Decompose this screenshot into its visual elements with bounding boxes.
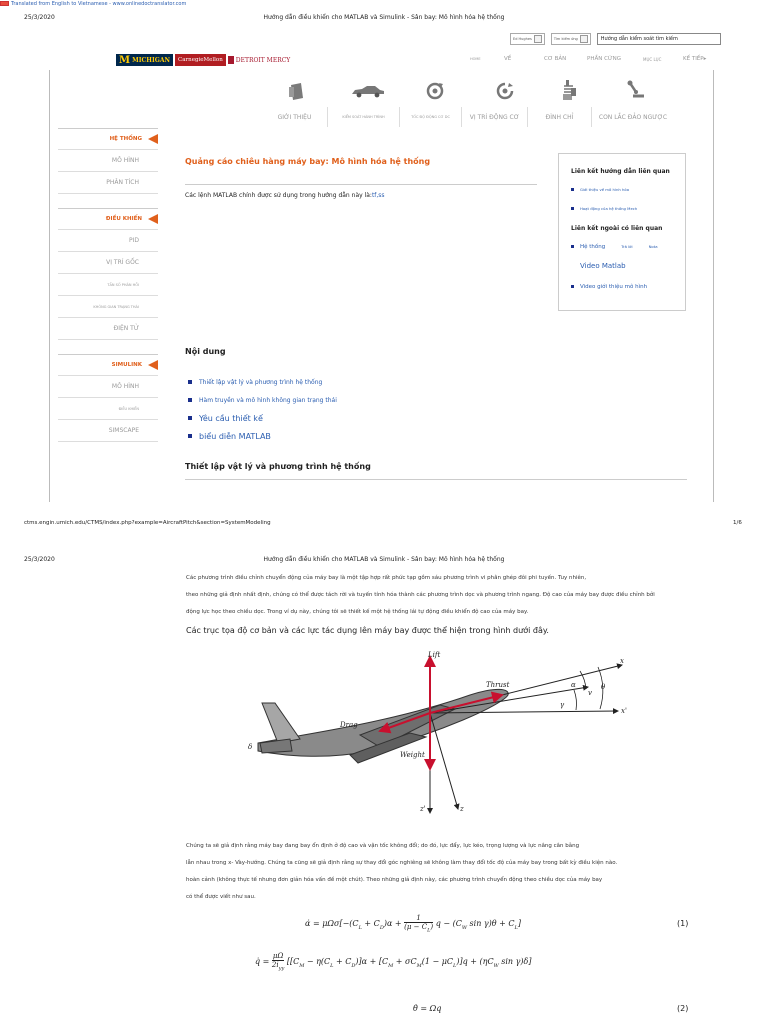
aircraft-diagram [240, 643, 640, 818]
z-label: z [460, 805, 464, 813]
intro-icon[interactable] [286, 78, 308, 104]
related-tutorials-heading: Liên kết hướng dẫn liên quan [571, 168, 670, 175]
alpha-arc [580, 671, 586, 689]
bullet-icon [188, 398, 192, 402]
sidebar-item-digital[interactable]: ĐIỆN TỬ [58, 318, 158, 340]
sidebar-item-frequency[interactable]: TẦN SỐ PHẢN HỒI [58, 274, 158, 296]
example-tabs [262, 107, 674, 127]
frame-line [713, 70, 714, 502]
elevator-shape [260, 739, 292, 753]
tab-inverted-pendulum[interactable]: CON LẮC ĐẢO NGƯỢC [598, 113, 668, 121]
section-heading: Thiết lập vật lý và phương trình hệ thống [185, 462, 371, 471]
toc-link[interactable]: biểu diễn MATLAB [188, 427, 337, 445]
print-page-number: 1/6 [733, 520, 742, 526]
related-links-box [558, 153, 686, 311]
alpha-label: α [571, 681, 576, 689]
equation-number: (1) [677, 919, 689, 928]
print-title: Hướng dẫn điều khiển cho MATLAB và Simulink - Sân bay: Mô hình hóa hệ thống [263, 556, 505, 563]
top-nav [470, 56, 723, 62]
bullet-icon [571, 285, 574, 288]
nav-hardware[interactable]: PHẦN CỨNG [587, 56, 622, 62]
paragraph-assumptions: Chúng ta sẽ giả định rằng máy bay đang bay ổn định ở độ cao và vận tốc không đổi; do đó, lực đẩy, lực kéo, trọng lượng và lực nâng cân bằng lẫn nhau trong x- Vày-hướng. Chúng ta cũng sẽ giả định rằng sự thay đổi góc nghiêng sẽ không làm thay đổi tốc độ của máy bay trong bất kỳ điều kiện nào. hoàn cảnh (không thực tế nhưng đơn giản hóa vấn đề một chút). Theo những giả định này, các phương trình chuyển động theo chiều dọc của máy bay có thể được viết như sau. [186, 843, 618, 900]
search-option-2[interactable]: Tìm kiếm ứng [551, 33, 591, 45]
toc-list [188, 373, 337, 445]
x-label: x [620, 657, 624, 665]
logos [116, 54, 290, 66]
toc-link[interactable]: Hàm truyền và mô hình không gian trạng thái [188, 391, 337, 409]
nav-about[interactable]: VỀ [504, 56, 512, 62]
thrust-label: Thrust [486, 681, 510, 689]
delta-label: δ [248, 743, 253, 751]
bullet-icon [188, 434, 192, 438]
sidebar-item-state-space[interactable]: KHÔNG GIAN TRẠNG THÁI [58, 296, 158, 318]
theta-label: θ [601, 683, 606, 691]
external-link[interactable]: Hệ thống Trả lời Nota Video Matlab [571, 244, 675, 270]
sidebar-head-control[interactable]: ĐIỀU KHIỂN [58, 208, 158, 230]
gamma-label: γ [560, 701, 565, 709]
arrow-left-icon [148, 134, 158, 144]
sidebar [58, 128, 158, 442]
tab-motor-position[interactable]: VỊ TRÍ ĐỘNG CƠ [462, 107, 528, 127]
zprime-label: z' [420, 805, 426, 813]
equation-q-dot: q̇ = μΩ $2i_{yy}$ [$[C_M - \eta(C_L + C_D)]\alpha + [C_M + \sigma C_M(1 - \mu C_L)]q + (\eta C_W$ sin γ)δ] [255, 952, 532, 972]
bullet-icon [188, 416, 192, 420]
translation-banner[interactable] [0, 0, 186, 7]
toc-link[interactable]: Thiết lập vật lý và phương trình hệ thống [188, 373, 337, 391]
cmu-logo[interactable]: CarnegieMellon [175, 54, 226, 66]
sidebar-head-system[interactable]: HỆ THỐNG [58, 128, 158, 150]
related-tutorial-link[interactable]: Giới thiệu về mô hình hóa [571, 187, 675, 192]
drag-label: Drag [340, 721, 358, 729]
gamma-arc [574, 690, 576, 710]
toc-heading: Nội dung [185, 347, 226, 356]
car-icon[interactable] [348, 78, 388, 104]
print-title: Hướng dẫn điều khiển cho MATLAB và Simulink - Sân bay: Mô hình hóa hệ thống [263, 14, 505, 21]
search-input[interactable]: Hướng dẫn kiểm soát tìm kiếm [597, 33, 721, 45]
sidebar-item-root-locus[interactable]: VỊ TRÍ GỐC [58, 252, 158, 274]
equation-theta-dot: θ̇ = Ωq [413, 1004, 442, 1013]
search-option-1[interactable]: Ed Hughes [510, 33, 545, 45]
tab-motor-speed[interactable]: TỐC ĐỘ ĐỘNG CƠ DC [400, 107, 462, 127]
tab-intro[interactable]: GIỚI THIỆU [262, 107, 328, 127]
v-label: v [588, 689, 592, 697]
toc-link[interactable]: Yêu cầu thiết kế [188, 409, 337, 427]
sidebar-item-sim-control[interactable]: ĐIỀU KHIỂN [58, 398, 158, 420]
equation-alpha-dot: α̇ = $\mu\Omega\sigma[-(C_L + C_D)\alpha$ + $\frac{1}{(\mu - C_L)}$ $q - (C_W$ $\sin \gamma)\theta + C_L$] [305, 914, 521, 934]
suspension-icon[interactable] [558, 78, 580, 104]
arrow-left-icon [148, 214, 158, 224]
equation-number: (2) [677, 1004, 689, 1013]
checkbox-icon[interactable] [534, 35, 542, 43]
arrow-left-icon [148, 360, 158, 370]
search-bar [510, 33, 721, 45]
michigan-logo[interactable]: M MICHIGAN [116, 54, 173, 66]
motor-speed-icon[interactable] [423, 78, 447, 104]
nav-home[interactable]: HOME [470, 57, 481, 61]
related-tutorial-link[interactable]: Hoạt động của hệ thống Mech [571, 206, 675, 211]
tail-fin-shape [262, 703, 300, 743]
commands-link[interactable]: tf,ss [371, 192, 385, 199]
bullet-icon [571, 207, 574, 210]
motor-position-icon[interactable] [493, 78, 517, 104]
divider [185, 184, 537, 185]
commands-line: Các lệnh MATLAB chính được sử dụng trong hướng dẫn này là:tf,ss [185, 192, 385, 199]
nav-basics[interactable]: CƠ BẢN [544, 56, 567, 62]
sidebar-item-sim-modeling[interactable]: MÔ HÌNH [58, 376, 158, 398]
banner-text: Translated from English to Vietnamese - www.onlinedoctranslator.com [11, 0, 187, 7]
translator-icon [0, 1, 9, 6]
tab-suspension[interactable]: ĐÌNH CHỈ [528, 107, 592, 127]
example-icons [268, 78, 678, 106]
frame-line [49, 70, 50, 502]
checkbox-icon[interactable] [580, 35, 588, 43]
print-date: 25/3/2020 [24, 14, 55, 21]
bullet-icon [571, 188, 574, 191]
sidebar-item-pid[interactable]: PID [58, 230, 158, 252]
external-link[interactable]: Video giới thiệu mô hình [571, 284, 675, 290]
nav-next[interactable]: KẾ TIẾP▸ [683, 56, 707, 62]
lift-label: Lift [428, 651, 441, 659]
divider [185, 479, 687, 480]
tab-cruise-control[interactable]: KIỂM SOÁT HÀNH TRÌNH [328, 107, 400, 127]
xprime-label: x' [621, 707, 627, 715]
print-date: 25/3/2020 [24, 556, 55, 563]
inverted-pendulum-icon[interactable] [623, 78, 649, 104]
detroit-mercy-logo[interactable]: DETROIT MERCY [228, 54, 291, 66]
print-footer-url: ctms.engin.umich.edu/CTMS/index.php?example=AircraftPitch&section=SystemModeling [24, 520, 271, 526]
bullet-icon [571, 245, 574, 248]
sidebar-item-modeling[interactable]: MÔ HÌNH [58, 150, 158, 172]
figure-caption: Các trục tọa độ cơ bản và các lực tác dụng lên máy bay được thể hiện trong hình dưới đây. [186, 626, 549, 635]
paragraph-intro: Các phương trình điều chỉnh chuyển động của máy bay là một tập hợp rất phức tạp gồm sáu phương trình vi phân ghép đôi phi tuyến. Tuy nhiên, theo những giả định nhất định, chúng có thể được tách rời và tuyến tính hóa thành các phương trình dọc và phương trình ngang. Độ cao của máy bay được điều chỉnh bởi động lực học theo chiều dọc. Trong ví dụ này, chúng tôi sẽ thiết kế một hệ thống lái tự động điều khiển độ cao của máy bay. [186, 575, 655, 615]
weight-label: Weight [400, 751, 425, 759]
external-links-heading: Liên kết ngoài có liên quan [571, 225, 663, 232]
bullet-icon [188, 380, 192, 384]
sidebar-head-simulink[interactable]: SIMULINK [58, 354, 158, 376]
sidebar-item-analysis[interactable]: PHÂN TÍCH [58, 172, 158, 194]
nav-index[interactable]: MỤC LỤC [643, 56, 662, 62]
sidebar-item-simscape[interactable]: SIMSCAPE [58, 420, 158, 442]
page-title: Quảng cáo chiêu hàng máy bay: Mô hình hóa hệ thống [185, 157, 431, 166]
